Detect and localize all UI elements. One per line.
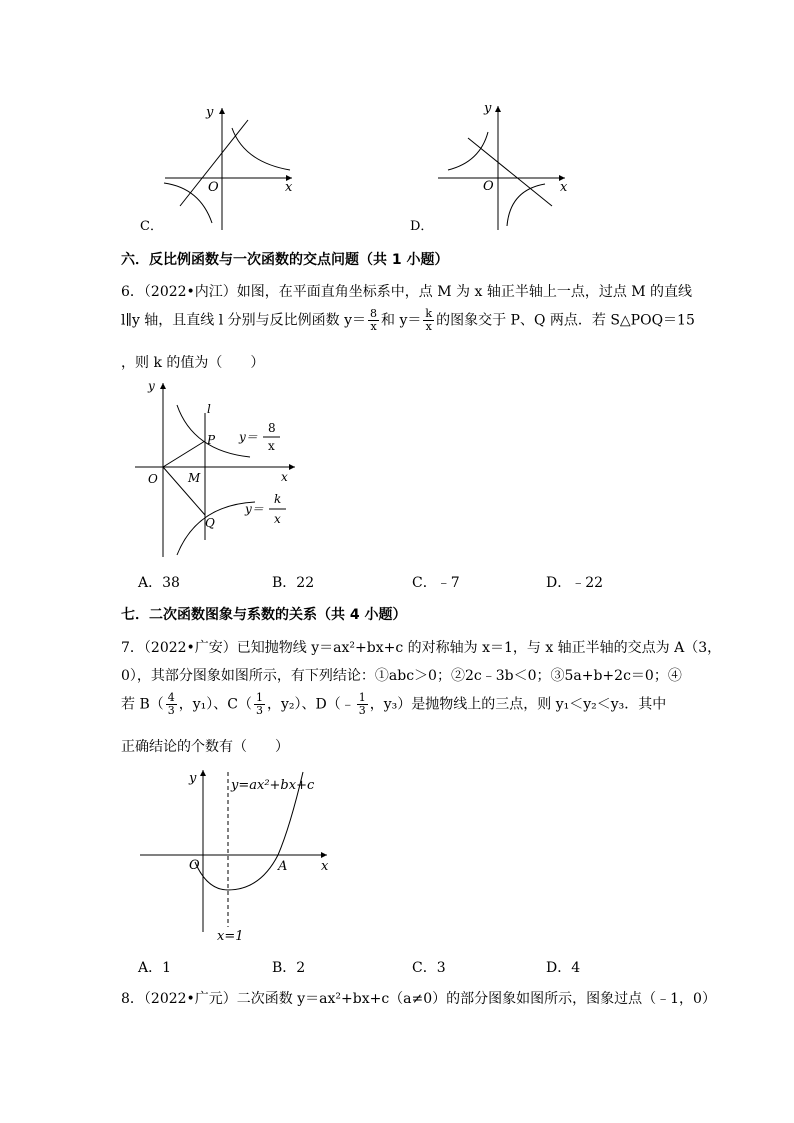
- fig-eq2-num: k: [274, 492, 282, 506]
- fig-x-label: x: [321, 859, 329, 874]
- q7-option-b: B．2: [272, 960, 306, 976]
- q6-line3: ，则 k 的值为（ ）: [121, 355, 265, 371]
- q6-option-b: B．22: [272, 575, 315, 591]
- q6-option-d: D．﹣22: [546, 575, 604, 591]
- option-c: C．: [140, 219, 163, 233]
- hyperbola-branch-2: [507, 184, 545, 226]
- y-label: y: [484, 101, 492, 116]
- q7-line4: 正确结论的个数有（ ）: [121, 739, 289, 755]
- q7-line1: 7．（2022•广安）已知抛物线 y＝ax²+bx+c 的对称轴为 x＝1，与 x 轴正半轴的交点为 A（3，: [121, 640, 722, 656]
- fig-O-label: O: [148, 472, 158, 486]
- origin-label: O: [208, 180, 219, 195]
- origin-label: O: [483, 179, 494, 194]
- q7-figure: [135, 762, 345, 952]
- fig-axis-label: x=1: [217, 929, 244, 944]
- fig-eq1-lhs: y＝: [239, 430, 258, 444]
- fig-eq1-num: 8: [268, 421, 276, 435]
- q6-fraction-k-over-x: $\frac{k}{x}$: [425, 307, 433, 333]
- q6-option-a: A．38: [138, 575, 180, 591]
- q7-option-a: A．1: [138, 960, 172, 976]
- hyperbola-k-over-x: [177, 502, 255, 555]
- q7-fraction-d: $\frac{1}{3}$: [358, 691, 366, 717]
- hyperbola-branch-2: [164, 183, 212, 223]
- hyperbola-branch-1: [448, 132, 488, 170]
- segment-OP: [163, 441, 205, 467]
- q6-line2: [121, 308, 695, 333]
- fig-eq1-den: x: [268, 439, 275, 453]
- fig-x-label: x: [281, 470, 288, 484]
- fig-y-label: y: [189, 771, 197, 786]
- q6-figure: [135, 375, 310, 560]
- q6-line2-c: 的图象交于 P、Q 两点．若 S△POQ＝15: [436, 312, 695, 329]
- q6-line2-a: l∥y 轴，且直线 l 分别与反比例函数 y＝: [121, 312, 367, 329]
- fig-eq2-lhs: y＝: [245, 502, 264, 516]
- q7-line3-b: ，y₁）、C（: [178, 696, 252, 713]
- q7-fraction-b: $\frac{4}{3}$: [167, 691, 175, 717]
- option-d: D．: [410, 219, 434, 233]
- q7-line2: 0），其部分图象如图所示，有下列结论：①abc＞0；②2c﹣3b＜0；③5a+b+2c＝0；④: [121, 668, 682, 684]
- q7-line3: [121, 692, 666, 717]
- section-6-heading: 六．反比例函数与一次函数的交点问题（共 1 小题）: [121, 252, 449, 268]
- fig-A-label: A: [278, 859, 288, 874]
- fig-eq2-den: x: [274, 512, 281, 526]
- q7-option-c: C．3: [412, 960, 446, 976]
- y-label: y: [206, 105, 214, 120]
- q7-fraction-c: $\frac{1}{3}$: [255, 691, 263, 717]
- fig-P-label: P: [207, 433, 216, 447]
- q8-line1: 8．（2022•广元）二次函数 y＝ax²+bx+c（a≠0）的部分图象如图所示，图象过点（﹣1，0）: [121, 991, 716, 1007]
- fig-l-label: l: [207, 402, 211, 416]
- fig-equation: y=ax²+bx+c: [231, 778, 315, 793]
- fig-M-label: M: [188, 471, 201, 485]
- section-7-heading: 七．二次函数图象与系数的关系（共 4 小题）: [121, 607, 407, 623]
- q7-line3-a: 若 B（: [121, 696, 164, 713]
- q6-line2-b: 和 y＝: [381, 312, 422, 329]
- fig-Q-label: Q: [205, 516, 215, 530]
- x-label: x: [560, 180, 568, 195]
- q7-option-d: D．4: [546, 960, 581, 976]
- q7-line3-d: ，y₃）是抛物线上的三点，则 y₁＜y₂＜y₃．其中: [369, 696, 667, 713]
- fig-O-label: O: [189, 858, 200, 873]
- hyperbola-branch-1: [232, 128, 290, 170]
- fig-y-label: y: [148, 379, 155, 393]
- x-label: x: [285, 180, 293, 195]
- q6-line1: 6．（2022•内江）如图，在平面直角坐标系中，点 M 为 x 轴正半轴上一点，过点 M 的直线: [121, 284, 693, 300]
- q7-line3-c: ，y₂）、D（﹣: [266, 696, 355, 713]
- graph-c: [140, 98, 310, 233]
- q6-option-c: C．﹣7: [412, 575, 460, 591]
- graph-d: [410, 98, 580, 233]
- q6-fraction-8-over-x: $\frac{8}{x}$: [370, 307, 378, 333]
